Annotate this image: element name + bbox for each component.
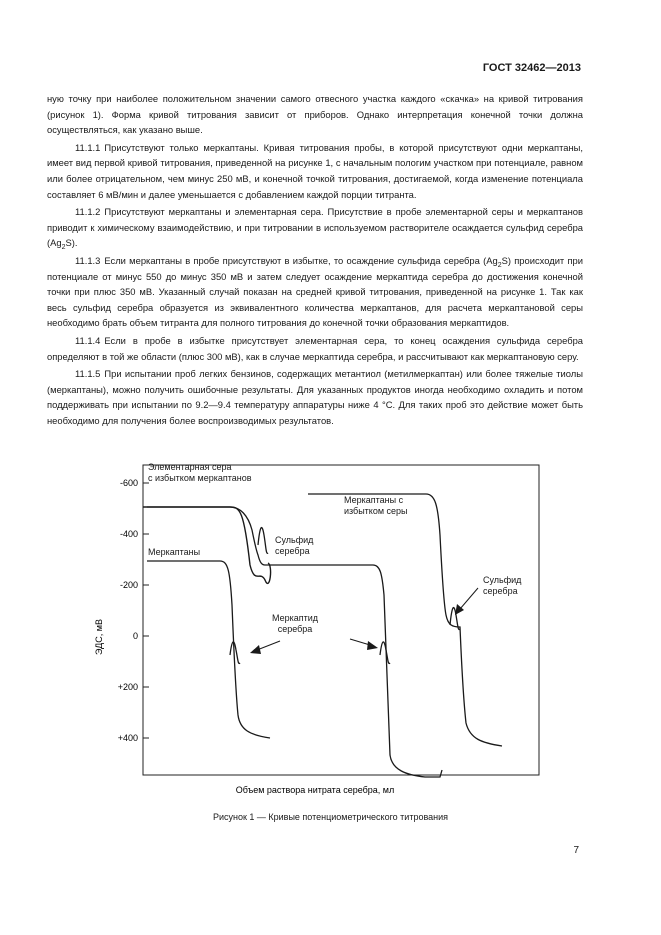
- standard-header: ГОСТ 32462—2013: [482, 62, 581, 74]
- arrow-mercaptide-right: [350, 639, 370, 645]
- arrow-mercaptide-right-head: [367, 641, 378, 650]
- clause-number: 11.1.3: [75, 254, 101, 266]
- y-tick-label: -200: [119, 580, 138, 590]
- arrow-mercaptide-left-head: [250, 645, 261, 654]
- y-tick-label: -600: [119, 478, 138, 488]
- y-tick-label: +400: [117, 733, 138, 743]
- curve-mercaptans: [147, 561, 270, 738]
- paragraph-11-1-5: [47, 366, 583, 428]
- document-body: [47, 91, 583, 430]
- subscript: 2: [61, 244, 66, 252]
- curve-elemental-sulfur-part1: [143, 507, 271, 583]
- subscript: 2: [497, 261, 502, 269]
- curve-mercaptans-excess-sulfur-lower-wiggle: [380, 642, 390, 664]
- paragraph-11-1-2: [47, 204, 583, 251]
- label-silver-sulfide-2: Сульфид серебра: [483, 575, 522, 596]
- y-axis-ticks: [118, 478, 149, 743]
- paragraph-continuation: ную точку при наиболее положительном значении самого отвесного участка каждого «скачка» на кривой титрования (рисунок 1). Форма кривой титрования зависит от приборов. Однако интерпретация конечной точки должна осуществляться, как указано выше.: [47, 93, 583, 136]
- plot-frame: [143, 465, 539, 775]
- clause-text: Если в пробе в избытке присутствует элементарная сера, то конец осаждения сульфида серебра определяют в той же области (плюс 300 мВ), как в случае меркаптида серебра, и рассчитывают как меркаптановую серу.: [47, 334, 583, 362]
- clause-number: 11.1.4: [75, 334, 101, 346]
- titration-chart: [90, 455, 560, 815]
- label-mercaptans-excess-sulfur: Меркаптаны с избытком серы: [344, 495, 408, 516]
- paragraph-11-1-4: [47, 333, 583, 364]
- label-elemental-sulfur: Элементарная сера с избытком меркаптанов: [148, 462, 252, 483]
- clause-text: Присутствуют только меркаптаны. Кривая титрования пробы, в которой присутствуют одни меркаптаны, имеет вид первой кривой титрования, приведенной на рисунке 1, с начальным пологим участком при потенциале, равном или более отрицательном, чем минус 250 мВ, и конечной точкой титрования, достигаемой, когда изменение потенциала составляет 6 мВ/мин и далее уменьшается с добавлением каждой порции титранта.: [47, 141, 583, 200]
- clause-text: При испытании проб легких бензинов, содержащих метантиол (метилмеркаптан) или более тяжелые тиолы (меркаптаны), можно получить ошибочные результаты. Для указанных продуктов иногда необходимо охладить и потом поддерживать при испытании по 9.2—9.4 температуру аппаратуры ниже 4 °С. Для таких проб это действие может быть необходимо для получения более воспроизводимых результатов.: [47, 368, 583, 426]
- clause-number: 11.1.1: [75, 141, 101, 153]
- label-silver-sulfide-1: Сульфид серебра: [275, 535, 314, 556]
- titration-figure: [90, 455, 560, 815]
- y-tick-label: 0: [132, 631, 138, 641]
- x-axis-label: Объем раствора нитрата серебра, мл: [235, 785, 395, 795]
- y-tick-label: -400: [119, 529, 138, 539]
- clause-text-end: S).: [65, 237, 78, 249]
- arrow-mercaptide-left: [257, 641, 280, 650]
- label-mercaptans: Меркаптаны: [148, 547, 201, 557]
- page-number: 7: [573, 845, 579, 856]
- clause-text-end: S) происходит при потенциале от минус 550 до минус 350 мВ и затем следует осаждение меркаптида серебра до достижения конечной точки при плюс 350 мВ. Указанный случай показан на средней кривой титрования, приведенной на рисунке 1. Так как весь сульфид серебра образуется из эквивалентного количества меркаптанов, для расчета меркаптановой серы необходимо брать объем титранта для полного титрования до конечной точки образования меркаптидов.: [47, 254, 583, 329]
- y-axis-label: ЭДС, мВ: [94, 619, 104, 655]
- clause-number: 11.1.2: [75, 206, 101, 218]
- paragraph-11-1-3: [47, 253, 583, 331]
- unused-path: [265, 565, 450, 777]
- label-silver-mercaptide: Меркаптид серебра: [271, 613, 319, 634]
- paragraph-11-1-1: [47, 140, 583, 202]
- y-tick-label: +200: [117, 682, 138, 692]
- figure-labels: [148, 462, 522, 634]
- clause-number: 11.1.5: [75, 368, 101, 380]
- clause-text: Присутствуют меркаптаны и элементарная сера. Присутствие в пробе элементарной серы и меркаптанов приводит к химическому взаимодействию, и при титровании в используемом растворителе осаждается сульфид серебра (Ag: [47, 206, 583, 249]
- figure-caption: Рисунок 1 — Кривые потенциометрического титрования: [212, 812, 449, 822]
- clause-text: Если меркаптаны в пробе присутствуют в избытке, то осаждение сульфида серебра (Ag: [104, 254, 498, 266]
- curve-elemental-sulfur-wiggle: [258, 528, 268, 554]
- curve-mercaptans-excess-sulfur: [308, 494, 502, 746]
- arrow-sulfide-right: [460, 588, 478, 609]
